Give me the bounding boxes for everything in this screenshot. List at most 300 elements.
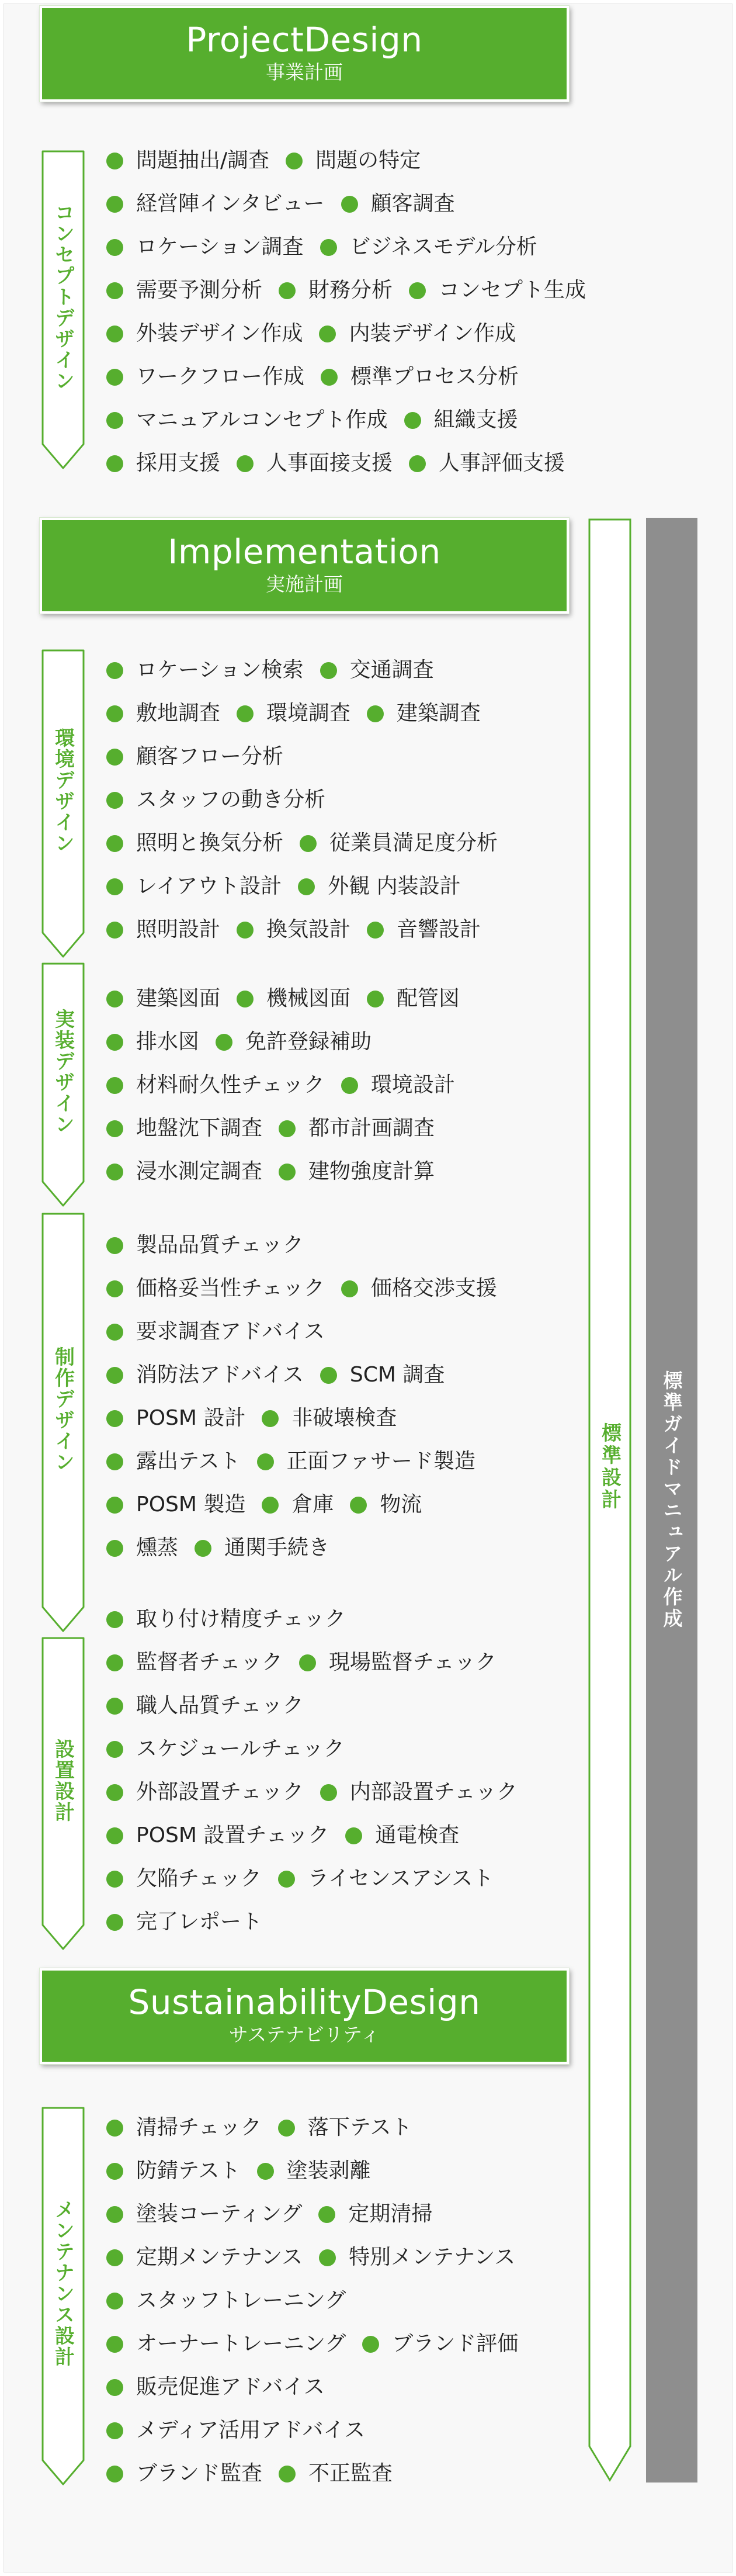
bullet-dot-icon — [106, 1741, 123, 1758]
list-item — [106, 2286, 346, 2315]
list-item — [106, 2156, 241, 2186]
list-item-text: 配管図 — [397, 986, 460, 1010]
bullet-dot-icon — [345, 1827, 362, 1844]
list-item-text: オーナートレーニング — [136, 2332, 346, 2356]
list-item — [320, 233, 537, 262]
list-item-text: 監督者チェック — [136, 1650, 283, 1674]
list-item-text: 清掃チェック — [136, 2115, 262, 2139]
list-item-text: 価格交渉支援 — [370, 1276, 497, 1300]
list-item-text: 地盤沈下調査 — [136, 1116, 263, 1140]
list-item — [367, 699, 481, 728]
phase-header-sustainability-design — [40, 1968, 569, 2064]
list-item-text: 照明設計 — [136, 917, 221, 941]
list-item — [216, 1027, 372, 1057]
bullet-dot-icon — [106, 1540, 123, 1557]
bullet-dot-icon — [298, 878, 315, 895]
item-row — [106, 656, 450, 685]
bullet-dot-icon — [362, 2336, 379, 2353]
bullet-dot-icon — [106, 705, 123, 722]
item-row — [106, 233, 554, 262]
list-item-text: 標準プロセス分析 — [350, 365, 519, 389]
list-item — [106, 2416, 365, 2445]
list-item — [106, 1071, 325, 1100]
bullet-dot-icon — [106, 1871, 123, 1888]
list-item — [106, 699, 220, 728]
list-item-text: 欠陥チェック — [136, 1867, 262, 1891]
bullet-dot-icon — [106, 1827, 123, 1844]
bullet-dot-icon — [106, 991, 123, 1007]
list-item-text: 定期メンテナンス — [136, 2245, 303, 2269]
bullet-dot-icon — [106, 2466, 123, 2482]
list-item-text: 内装デザイン作成 — [349, 321, 516, 345]
list-item-text: ライセンスアシスト — [307, 1867, 494, 1891]
item-row — [106, 2416, 381, 2445]
list-item — [106, 233, 304, 262]
list-item — [106, 1533, 178, 1563]
list-item — [106, 1360, 304, 1390]
bullet-dot-icon — [106, 412, 123, 429]
bullet-dot-icon — [106, 1237, 123, 1254]
item-row — [106, 1864, 510, 1893]
list-item — [106, 1317, 325, 1346]
bullet-dot-icon — [341, 1077, 358, 1094]
list-item-text: 物流 — [380, 1493, 422, 1516]
list-item-text: 財務分析 — [308, 278, 393, 302]
guide-manual-label: 標準ガイドマニュアル作成 — [660, 1370, 683, 1630]
list-item — [367, 915, 481, 944]
list-item-text: 特別メンテナンス — [349, 2245, 516, 2269]
list-item-text: 塗装剥離 — [286, 2159, 371, 2183]
item-row — [106, 2200, 449, 2229]
list-item — [106, 2200, 302, 2229]
bullet-dot-icon — [106, 153, 123, 169]
bullet-dot-icon — [320, 239, 337, 256]
bullet-dot-icon — [279, 2466, 296, 2482]
list-item — [106, 1648, 283, 1677]
list-item-text: 不正監査 — [308, 2461, 393, 2485]
list-item — [257, 1447, 475, 1476]
list-item — [106, 1907, 262, 1937]
list-item — [362, 2329, 518, 2359]
item-row — [106, 2373, 341, 2402]
bullet-dot-icon — [320, 662, 337, 679]
list-item-text: 照明と換気分析 — [136, 831, 284, 855]
list-item-text: 組織支援 — [433, 408, 518, 432]
list-item — [106, 1691, 304, 1720]
list-item — [106, 1157, 262, 1186]
list-item-text: 建物強度計算 — [308, 1159, 435, 1183]
list-item-text: 材料耐久性チェック — [136, 1073, 325, 1097]
list-item — [409, 276, 586, 305]
item-row — [106, 1778, 534, 1807]
list-item-text: 防錆テスト — [136, 2159, 241, 2183]
list-item — [341, 189, 455, 219]
list-item-text: 燻蒸 — [136, 1536, 179, 1560]
bullet-dot-icon — [106, 1497, 123, 1514]
bullet-dot-icon — [257, 2163, 274, 2180]
list-item-text: 人事評価支援 — [439, 451, 565, 475]
item-row — [106, 1648, 513, 1677]
bullet-dot-icon — [299, 1654, 316, 1671]
list-item — [106, 742, 283, 771]
list-item — [278, 2113, 412, 2142]
list-item-text: 機械図面 — [266, 986, 351, 1010]
bullet-dot-icon — [106, 2206, 123, 2223]
item-row — [106, 984, 476, 1013]
list-item — [299, 1648, 497, 1677]
list-item-text: 顧客調査 — [370, 192, 455, 216]
bullet-dot-icon — [319, 326, 336, 342]
list-item — [262, 1490, 334, 1519]
bullet-dot-icon — [106, 1914, 123, 1931]
list-item — [237, 699, 350, 728]
phase-title: Implementation — [168, 532, 441, 572]
item-row — [106, 829, 514, 858]
list-item — [106, 984, 220, 1013]
bullet-dot-icon — [279, 1164, 296, 1180]
item-row — [106, 699, 497, 728]
list-item — [106, 276, 262, 305]
list-item — [106, 1274, 325, 1303]
bullet-dot-icon — [106, 1453, 123, 1470]
bullet-dot-icon — [341, 1280, 358, 1297]
standard-design-label: 標準設計 — [598, 1422, 622, 1511]
list-item-text: 露出テスト — [136, 1449, 241, 1473]
bullet-dot-icon — [106, 2422, 123, 2439]
list-item-text: 人事面接支援 — [266, 451, 393, 475]
guide-manual-bar — [646, 518, 697, 2482]
phase-subtitle: 事業計画 — [266, 61, 343, 84]
list-item — [345, 1821, 459, 1850]
list-item-text: 交通調査 — [349, 658, 434, 682]
list-item-text: 従業員満足度分析 — [329, 831, 498, 855]
bullet-dot-icon — [106, 369, 123, 386]
list-item — [106, 189, 325, 219]
bullet-dot-icon — [409, 282, 426, 299]
phase-subtitle: 実施計画 — [266, 573, 343, 595]
bullet-dot-icon — [106, 1324, 123, 1341]
item-row — [106, 1533, 346, 1563]
item-row — [106, 2286, 362, 2315]
list-item-text: 換気設計 — [266, 917, 351, 941]
list-item — [106, 1821, 329, 1850]
list-item — [237, 915, 350, 944]
bullet-dot-icon — [106, 1280, 123, 1297]
item-row — [106, 1605, 362, 1634]
bullet-dot-icon — [106, 1034, 123, 1051]
list-item — [106, 915, 220, 944]
list-item — [367, 984, 460, 1013]
group-label: 実装デザイン — [51, 1009, 75, 1135]
group-label: 設置設計 — [51, 1739, 75, 1823]
list-item-text: 環境設計 — [370, 1073, 455, 1097]
list-item — [106, 1404, 245, 1433]
item-row — [106, 406, 534, 435]
list-item — [106, 2373, 325, 2402]
list-item-text: スタッフの動き分析 — [136, 788, 326, 812]
list-item-text: 職人品質チェック — [136, 1694, 304, 1718]
bullet-dot-icon — [350, 1497, 367, 1514]
list-item — [106, 449, 220, 478]
list-item — [106, 1447, 241, 1476]
item-row — [106, 915, 497, 944]
list-item-text: 免許登録補助 — [245, 1030, 372, 1054]
list-item — [106, 829, 283, 858]
list-item-text: 外観 内装設計 — [328, 874, 461, 898]
list-item — [106, 2459, 262, 2488]
bullet-dot-icon — [318, 2206, 335, 2223]
item-row — [106, 742, 300, 771]
group-label: メンテナンス設計 — [51, 2199, 75, 2367]
bullet-dot-icon — [106, 239, 123, 256]
list-item — [106, 1114, 262, 1143]
list-item — [320, 1360, 445, 1390]
list-item-text: SCM 調査 — [349, 1363, 445, 1387]
list-item-text: 倉庫 — [291, 1493, 334, 1516]
list-item-text: POSM 設置チェック — [136, 1823, 329, 1847]
item-row — [106, 1821, 475, 1850]
phase-title: SustainabilityDesign — [128, 1982, 481, 2022]
list-item — [237, 984, 350, 1013]
list-item-text: マニュアルコンセプト作成 — [136, 408, 388, 432]
phase-header-project-design — [40, 6, 569, 102]
list-item-text: 消防法アドバイス — [136, 1363, 304, 1387]
list-item — [341, 1274, 497, 1303]
bullet-dot-icon — [106, 2293, 123, 2310]
bullet-dot-icon — [341, 196, 358, 213]
item-row — [106, 146, 437, 175]
bullet-dot-icon — [257, 1453, 274, 1470]
list-item — [262, 1404, 397, 1433]
list-item-text: 正面ファサード製造 — [286, 1449, 475, 1473]
bullet-dot-icon — [367, 991, 384, 1007]
list-item-text: メディア活用アドバイス — [136, 2418, 366, 2442]
bullet-dot-icon — [106, 1410, 123, 1427]
list-item-text: 排水図 — [136, 1030, 200, 1054]
list-item-text: ブランド監査 — [136, 2461, 263, 2485]
list-item-text: ワークフロー作成 — [136, 365, 305, 389]
list-item — [320, 656, 434, 685]
item-row — [106, 2243, 532, 2272]
bullet-dot-icon — [106, 1611, 123, 1628]
bullet-dot-icon — [404, 412, 421, 429]
list-item — [319, 2243, 515, 2272]
list-item — [279, 2459, 393, 2488]
item-row — [106, 2459, 409, 2488]
list-item-text: 浸水測定調査 — [136, 1159, 263, 1183]
list-item — [300, 829, 498, 858]
list-item-text: 内部設置チェック — [349, 1780, 518, 1804]
list-item — [106, 2329, 346, 2359]
bullet-dot-icon — [106, 455, 123, 472]
list-item-text: 現場監督チェック — [328, 1650, 497, 1674]
list-item-text: ビジネスモデル分析 — [349, 235, 537, 259]
group-label: コンセプトデザイン — [51, 202, 75, 392]
list-item-text: 需要予測分析 — [136, 278, 263, 302]
item-row — [106, 2156, 387, 2186]
group-label: 環境デザイン — [51, 728, 75, 854]
list-item — [106, 1490, 245, 1519]
item-row — [106, 362, 535, 392]
list-item — [106, 785, 325, 815]
bullet-dot-icon — [367, 705, 384, 722]
list-item — [106, 1864, 262, 1893]
list-item-text: 塗装コーティング — [136, 2202, 303, 2226]
bullet-dot-icon — [106, 1367, 123, 1384]
list-item-text: ロケーション検索 — [136, 658, 304, 682]
bullet-dot-icon — [279, 282, 296, 299]
list-item-text: スタッフトレーニング — [136, 2288, 346, 2312]
list-item — [257, 2156, 371, 2186]
bullet-dot-icon — [106, 2163, 123, 2180]
list-item-text: POSM 製造 — [136, 1493, 246, 1516]
bullet-dot-icon — [278, 2120, 295, 2137]
item-row — [106, 1734, 361, 1764]
bullet-dot-icon — [321, 369, 338, 386]
item-row — [106, 785, 342, 815]
bullet-dot-icon — [106, 2120, 123, 2137]
list-item — [106, 1231, 304, 1260]
bullet-dot-icon — [106, 2336, 123, 2353]
bullet-dot-icon — [237, 991, 254, 1007]
bullet-dot-icon — [237, 705, 254, 722]
bullet-dot-icon — [106, 835, 123, 852]
item-row — [106, 449, 581, 478]
list-item — [106, 146, 269, 175]
phase-header-implementation — [40, 518, 569, 614]
bullet-dot-icon — [195, 1540, 211, 1557]
bullet-dot-icon — [106, 282, 123, 299]
list-item — [106, 1027, 199, 1057]
list-item — [321, 362, 519, 392]
bullet-dot-icon — [237, 455, 254, 472]
item-row — [106, 1360, 461, 1390]
list-item-text: 通関手続き — [224, 1536, 330, 1560]
list-item — [106, 1605, 346, 1634]
list-item-text: 定期清掃 — [348, 2202, 433, 2226]
bullet-dot-icon — [106, 749, 123, 766]
bullet-dot-icon — [106, 792, 123, 809]
list-item-text: 音響設計 — [397, 917, 481, 941]
bullet-dot-icon — [320, 1784, 337, 1801]
bullet-dot-icon — [367, 922, 384, 939]
list-item-text: 製品品質チェック — [136, 1233, 304, 1257]
list-item-text: 敷地調査 — [136, 701, 221, 725]
bullet-dot-icon — [300, 835, 317, 852]
item-row — [106, 1404, 413, 1433]
item-row — [106, 1274, 513, 1303]
list-item — [106, 872, 282, 901]
list-item-text: 外部設置チェック — [136, 1780, 304, 1804]
bullet-dot-icon — [279, 1120, 296, 1137]
bullet-dot-icon — [409, 455, 426, 472]
bullet-dot-icon — [106, 1164, 123, 1180]
list-item-text: 建築調査 — [397, 701, 481, 725]
list-item — [237, 449, 393, 478]
list-item — [106, 656, 304, 685]
list-item — [298, 872, 460, 901]
list-item-text: 外装デザイン作成 — [136, 321, 303, 345]
list-item — [279, 276, 393, 305]
item-row — [106, 1027, 388, 1057]
group-label: 制作デザイン — [51, 1346, 75, 1473]
list-item — [106, 1734, 345, 1764]
bullet-dot-icon — [106, 878, 123, 895]
bullet-dot-icon — [262, 1410, 279, 1427]
list-item — [341, 1071, 455, 1100]
bullet-dot-icon — [106, 922, 123, 939]
list-item — [404, 406, 518, 435]
item-row — [106, 1231, 320, 1260]
list-item-text: 建築図面 — [136, 986, 221, 1010]
list-item — [318, 2200, 432, 2229]
list-item — [106, 2113, 262, 2142]
item-row — [106, 2113, 428, 2142]
phase-title: ProjectDesign — [186, 20, 423, 60]
list-item — [106, 2243, 303, 2272]
item-row — [106, 1071, 471, 1100]
item-row — [106, 1157, 451, 1186]
item-row — [106, 1317, 341, 1346]
list-item-text: 都市計画調査 — [308, 1116, 435, 1140]
bullet-dot-icon — [216, 1034, 232, 1051]
list-item-text: ロケーション調査 — [136, 235, 304, 259]
bullet-dot-icon — [106, 1654, 123, 1671]
item-row — [106, 276, 602, 305]
item-row — [106, 319, 532, 348]
list-item — [279, 1157, 435, 1186]
bullet-dot-icon — [278, 1871, 295, 1888]
list-item-text: 採用支援 — [136, 451, 221, 475]
bullet-dot-icon — [106, 2379, 123, 2396]
list-item-text: 完了レポート — [136, 1910, 263, 1934]
list-item-text: レイアウト設計 — [136, 874, 282, 898]
bullet-dot-icon — [106, 196, 123, 213]
list-item-text: 非破壊検査 — [291, 1406, 397, 1430]
list-item-text: 落下テスト — [307, 2115, 412, 2139]
list-item-text: 価格妥当性チェック — [136, 1276, 325, 1300]
item-row — [106, 189, 471, 219]
bullet-dot-icon — [106, 1120, 123, 1137]
bullet-dot-icon — [106, 2249, 123, 2266]
list-item-text: 顧客フロー分析 — [136, 745, 284, 768]
phase-subtitle: サステナビリティ — [228, 2023, 380, 2046]
list-item — [286, 146, 421, 175]
list-item-text: スケジュールチェック — [136, 1737, 345, 1761]
item-row — [106, 1691, 320, 1720]
item-row — [106, 1907, 279, 1937]
list-item-text: 要求調査アドバイス — [136, 1320, 325, 1344]
bullet-dot-icon — [106, 1698, 123, 1715]
list-item — [409, 449, 565, 478]
list-item-text: 問題の特定 — [315, 148, 421, 172]
list-item-text: コンセプト生成 — [439, 278, 586, 302]
list-item-text: 環境調査 — [266, 701, 351, 725]
item-row — [106, 2329, 534, 2359]
bullet-dot-icon — [286, 153, 303, 169]
list-item-text: 経営陣インタビュー — [136, 192, 325, 216]
list-item-text: 問題抽出/調査 — [136, 148, 270, 172]
item-row — [106, 1114, 451, 1143]
bullet-dot-icon — [106, 1784, 123, 1801]
bullet-dot-icon — [320, 1367, 337, 1384]
list-item — [106, 362, 304, 392]
list-item — [106, 406, 388, 435]
bullet-dot-icon — [237, 922, 254, 939]
list-item — [195, 1533, 329, 1563]
list-item-text: 取り付け精度チェック — [136, 1607, 346, 1631]
list-item — [350, 1490, 422, 1519]
